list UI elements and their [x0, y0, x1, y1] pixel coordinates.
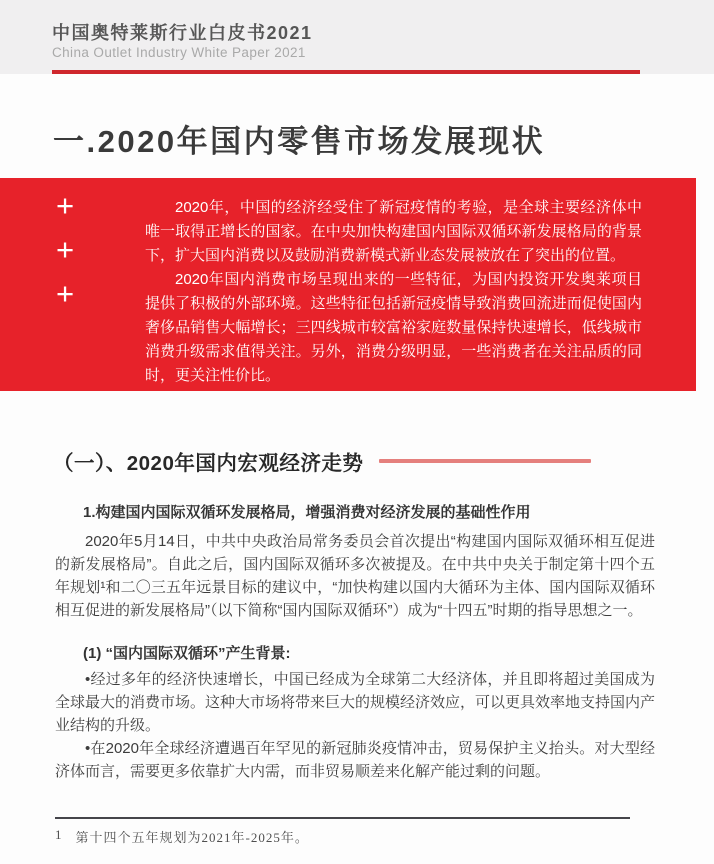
plus-icon: + [56, 188, 75, 223]
section-heading: （一）、2020年国内宏观经济走势 [53, 452, 364, 475]
footnote [55, 827, 309, 846]
bullet-paragraph: •经过多年的经济快速增长，中国已经成为全球第二大经济体，并且即将超过美国成为全球最大的消费市场。这种大市场将带来巨大的规模经济效应，可以更具效率地支持国内产业结构的升级。 [55, 671, 656, 734]
highlight-box [0, 178, 696, 391]
highlight-text-block [145, 196, 642, 388]
header-red-rule [52, 70, 640, 74]
header-title: 中国奥特莱斯行业白皮书2021 [52, 23, 313, 43]
highlight-paragraph: 2020年国内消费市场呈现出来的一些特征，为国内投资开发奥莱项目提供了积极的外部环境。这些特征包括新冠疫情导致消费回流进而促使国内奢侈品销售大幅增长；三四线城市较富裕家庭数量保持快速增长，低线城市消费升级需求值得关注。另外，消费分级明显，一些消费者在关注品质的同时，更关注性价比。 [145, 271, 642, 384]
footnote-divider [55, 817, 630, 819]
subsection-heading-2: (1) “国内国际双循环”产生背景: [83, 645, 291, 662]
section-decorative-rule [379, 459, 591, 463]
page-title: 一.2020年国内零售市场发展现状 [53, 124, 546, 159]
page-header [0, 0, 714, 74]
body-paragraph: 2020年5月14日，中共中央政治局常务委员会首次提出“构建国内国际双循环相互促进的新发展格局”。自此之后，国内国际双循环多次被提及。在中共中央关于制定第十四个五年规划¹和二〇三五年远景目标的建议中，“加快构建以国内大循环为主体、国内国际双循环相互促进的新发展格局”（以下简称“国内国际双循环”）成为“十四五”时期的指导思想之一。 [55, 533, 655, 619]
highlight-paragraph: 2020年，中国的经济经受住了新冠疫情的考验，是全球主要经济体中唯一取得正增长的国家。在中央加快构建国内国际双循环新发展格局的背景下，扩大国内消费以及鼓励消费新模式新业态发展被放在了突出的位置。 [145, 199, 642, 264]
plus-icon: + [56, 232, 75, 267]
section-heading-row [53, 446, 663, 476]
footnote-marker: 1 [55, 827, 63, 842]
header-subtitle: China Outlet Industry White Paper 2021 [52, 45, 306, 60]
body-content [55, 501, 655, 783]
plus-marks-column [56, 190, 74, 310]
footnote-text: 第十四个五年规划为2021年-2025年。 [75, 830, 309, 845]
subsection-heading-1: 1.构建国内国际双循环发展格局，增强消费对经济发展的基础性作用 [83, 504, 531, 521]
bullet-paragraph: •在2020年全球经济遭遇百年罕见的新冠肺炎疫情冲击，贸易保护主义抬头。对大型经济体而言，需要更多依靠扩大内需，而非贸易顺差来化解产能过剩的问题。 [55, 740, 655, 780]
plus-icon: + [56, 276, 75, 311]
